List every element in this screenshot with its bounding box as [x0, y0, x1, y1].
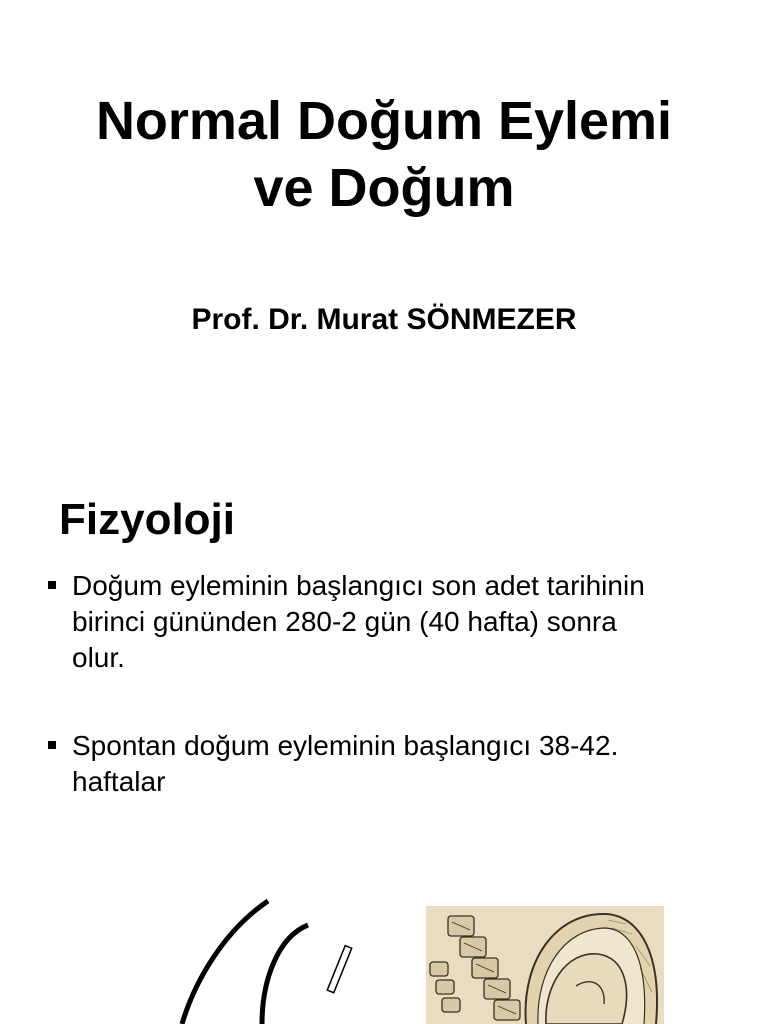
- bullet-1-line-3: olur.: [72, 642, 125, 673]
- instrument-bar: [327, 946, 351, 993]
- pelvis-curve-illustration: [170, 895, 370, 1024]
- bullet-item-2: [72, 728, 722, 800]
- fetus-in-uterus-illustration: [426, 906, 664, 1024]
- section-heading: Fizyoloji: [59, 495, 235, 544]
- bullet-1-line-2: birinci gününden 280-2 gün (40 hafta) sonra: [72, 606, 617, 637]
- inner-curve: [262, 925, 308, 1024]
- bullet-item-1: [72, 568, 722, 676]
- author-name: Prof. Dr. Murat SÖNMEZER: [191, 303, 577, 336]
- bullet-2-line-2: haftalar: [72, 766, 166, 797]
- bullet-square-icon: [48, 741, 56, 749]
- bullet-1-line-1: Doğum eyleminin başlangıcı son adet tarihinin: [72, 570, 645, 601]
- slide-title-line-2: ve Doğum: [253, 158, 515, 218]
- slide-title: [0, 88, 768, 222]
- bullet-square-icon: [48, 581, 56, 589]
- bullet-2-line-1: Spontan doğum eyleminin başlangıcı 38-42.: [72, 730, 619, 761]
- slide-title-line-1: Normal Doğum Eylemi: [95, 91, 673, 151]
- outer-curve: [182, 901, 268, 1024]
